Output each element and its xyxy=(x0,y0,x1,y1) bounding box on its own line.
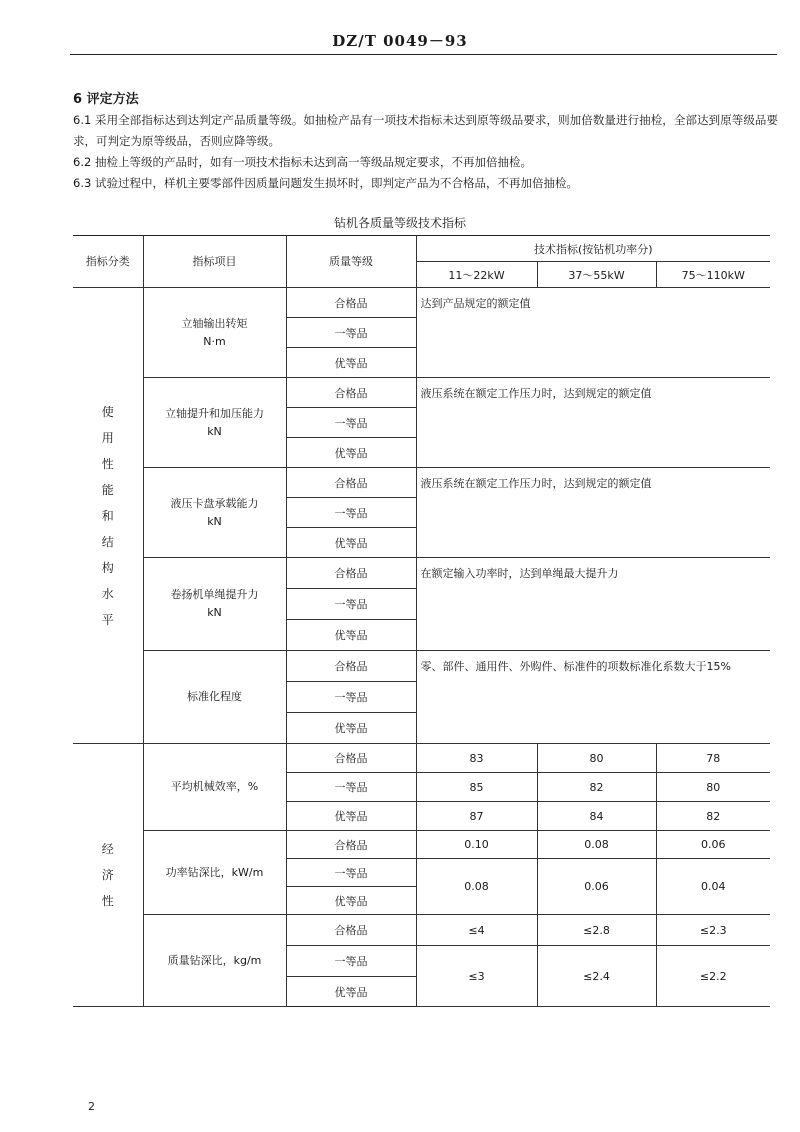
value-cell: 0.08 xyxy=(537,831,656,859)
paragraph-6-1: 6.1 采用全部指标达到达判定产品质量等级。如抽检产品有一项技术指标未达到原等级品要求，则加倍数量进行抽检，全部达到原等级品要求，可判定为原等级品，否则应降等级。 xyxy=(73,113,778,148)
grade-cell: 合格品 xyxy=(286,468,416,498)
header-tech: 技术指标(按钻机功率分) xyxy=(416,236,770,262)
grade-cell: 优等品 xyxy=(286,713,416,744)
standard-number: DZ/T 0049－93 xyxy=(332,32,468,50)
category-label: 使用性能和结构水平 xyxy=(101,404,114,627)
header-power-class: 37～55kW xyxy=(537,262,656,288)
paragraph-6-2: 6.2 抽检上等级的产品时，如有一项技术指标未达到高一等级品规定要求，不再加倍抽检。 xyxy=(73,155,532,169)
value-cell: 85 xyxy=(416,773,537,802)
item-name: 液压卡盘承载能力 kN xyxy=(143,468,286,558)
value-cell: ≤2.2 xyxy=(656,946,770,1007)
value-cell: 0.10 xyxy=(416,831,537,859)
grade-cell: 合格品 xyxy=(286,378,416,408)
value-cell: 0.06 xyxy=(656,831,770,859)
table-caption: 钻机各质量等级技术指标 xyxy=(333,216,466,230)
value-cell: ≤2.4 xyxy=(537,946,656,1007)
item-name: 卷扬机单绳提升力 kN xyxy=(143,558,286,651)
value-cell: 78 xyxy=(656,744,770,773)
value-cell: 87 xyxy=(416,802,537,831)
grade-cell: 一等品 xyxy=(286,498,416,528)
grade-cell: 合格品 xyxy=(286,915,416,946)
value-cell: 80 xyxy=(656,773,770,802)
grade-cell: 一等品 xyxy=(286,773,416,802)
grade-cell: 合格品 xyxy=(286,744,416,773)
grade-cell: 合格品 xyxy=(286,831,416,859)
grade-cell: 优等品 xyxy=(286,620,416,651)
grade-cell: 合格品 xyxy=(286,558,416,589)
value-cell: ≤2.8 xyxy=(537,915,656,946)
value-cell: ≤4 xyxy=(416,915,537,946)
item-name: 立轴输出转矩 N·m xyxy=(143,288,286,378)
value-cell: 82 xyxy=(537,773,656,802)
grade-cell: 合格品 xyxy=(286,651,416,682)
grade-cell: 合格品 xyxy=(286,288,416,318)
page-number: 2 xyxy=(88,1100,95,1113)
grade-cell: 一等品 xyxy=(286,408,416,438)
grade-cell: 优等品 xyxy=(286,438,416,468)
section-title: 6 评定方法 xyxy=(73,92,139,107)
value-cell: 82 xyxy=(656,802,770,831)
item-name: 立轴提升和加压能力 kN xyxy=(143,378,286,468)
grade-cell: 优等品 xyxy=(286,977,416,1007)
requirement-cell: 液压系统在额定工作压力时，达到规定的额定值 xyxy=(416,378,770,468)
value-cell: 0.08 xyxy=(416,859,537,915)
value-cell: 84 xyxy=(537,802,656,831)
value-cell: 83 xyxy=(416,744,537,773)
grade-cell: 优等品 xyxy=(286,528,416,558)
header-power-class: 75～110kW xyxy=(656,262,770,288)
item-name: 质量钻深比，kg/m xyxy=(143,915,286,1007)
value-cell: ≤2.3 xyxy=(656,915,770,946)
category-cell xyxy=(73,288,143,744)
grade-cell: 一等品 xyxy=(286,318,416,348)
value-cell: 80 xyxy=(537,744,656,773)
grade-cell: 优等品 xyxy=(286,887,416,915)
header-category: 指标分类 xyxy=(73,236,143,288)
grade-cell: 一等品 xyxy=(286,946,416,977)
category-label: 经济性 xyxy=(101,842,114,908)
value-cell: 0.04 xyxy=(656,859,770,915)
item-name: 平均机械效率，% xyxy=(143,744,286,831)
grade-cell: 优等品 xyxy=(286,348,416,378)
item-name: 功率钻深比，kW/m xyxy=(143,831,286,915)
requirement-cell: 零、部件、通用件、外购件、标准件的项数标准化系数大于15% xyxy=(416,651,770,744)
grade-cell: 优等品 xyxy=(286,802,416,831)
requirement-cell: 在额定输入功率时，达到单绳最大提升力 xyxy=(416,558,770,651)
header-rule xyxy=(70,54,777,55)
item-name: 标准化程度 xyxy=(143,651,286,744)
header-item: 指标项目 xyxy=(143,236,286,288)
header-power-class: 11～22kW xyxy=(416,262,537,288)
requirement-cell: 达到产品规定的额定值 xyxy=(416,288,770,378)
category-cell xyxy=(73,744,143,1007)
grade-cell: 一等品 xyxy=(286,859,416,887)
value-cell: 0.06 xyxy=(537,859,656,915)
spec-table xyxy=(73,235,770,1007)
requirement-cell: 液压系统在额定工作压力时，达到规定的额定值 xyxy=(416,468,770,558)
header-grade: 质量等级 xyxy=(286,236,416,288)
grade-cell: 一等品 xyxy=(286,589,416,620)
grade-cell: 一等品 xyxy=(286,682,416,713)
value-cell: ≤3 xyxy=(416,946,537,1007)
paragraph-6-3: 6.3 试验过程中，样机主要零部件因质量问题发生损坏时，即判定产品为不合格品，不再加倍抽检。 xyxy=(73,176,578,190)
